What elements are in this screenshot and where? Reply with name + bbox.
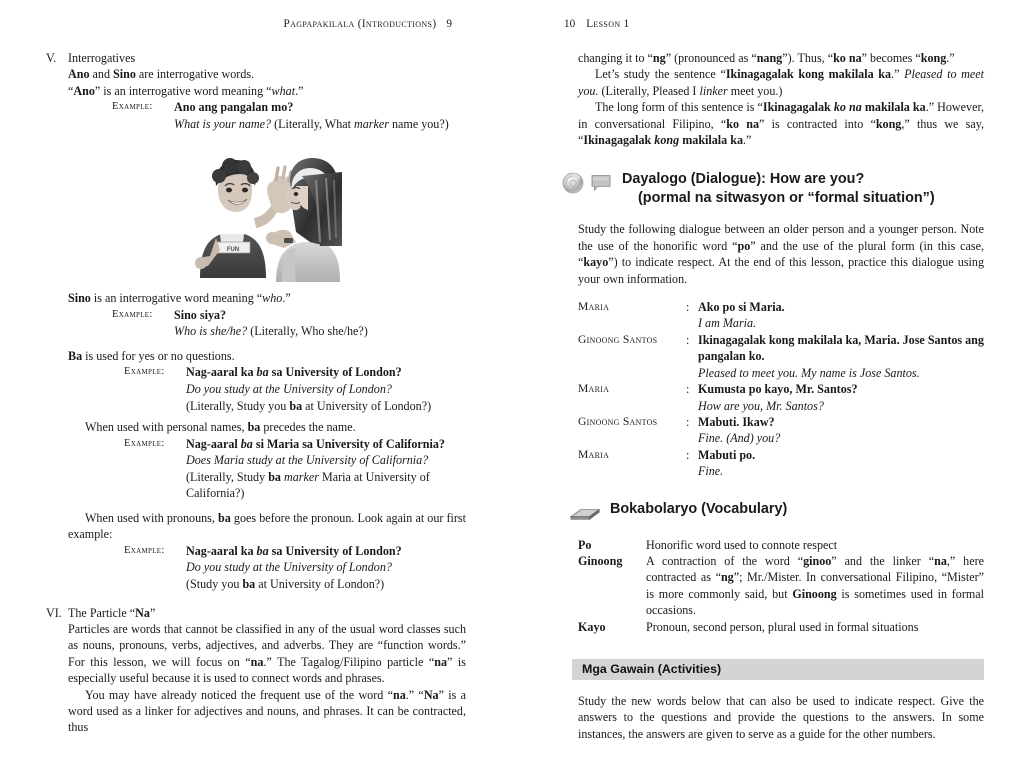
cont-p1-kona: ko na [833, 51, 862, 65]
right-page [512, 0, 1024, 771]
cont-p1-nang: nang [756, 51, 783, 65]
dialogue-speaker: Maria [578, 300, 610, 314]
section-v-numeral: V. [46, 51, 57, 65]
ba-ex3-translation [186, 559, 466, 576]
sino-definition-line [68, 290, 466, 306]
left-page-number: 9 [446, 18, 452, 30]
continued-para-3 [578, 99, 984, 148]
ano-literal-marker: marker [354, 116, 389, 131]
section-v-intro-line [68, 66, 466, 82]
dlg-intro-c: ” and the use of the plural form (in this case, “ [578, 238, 984, 270]
ba-ex3-native-b: sa University of London? [268, 543, 402, 558]
cont-p3-d: ” is contracted into “ [759, 116, 876, 131]
dialogue-turn [578, 447, 984, 480]
ba-ex1-lit-b: at University of London?) [302, 398, 432, 413]
dialogue-heading-line2: (pormal na sitwasyon or “formal situation”) [638, 189, 935, 206]
vocab-gin-na: na [934, 553, 947, 568]
vocab-gin-d: ,” here contracted as “ [646, 553, 984, 585]
ba-ex3-literal [186, 576, 466, 593]
greeting-illustration [192, 146, 342, 284]
pronoun-rule-ba: ba [218, 510, 231, 525]
cont-p2-linker: linker [699, 83, 728, 98]
continued-para-2 [578, 66, 984, 99]
dialogue-colon: : [686, 414, 690, 429]
activities-section-bar [572, 659, 984, 680]
vocabulary-list [578, 537, 984, 635]
ba-ex3-native [186, 543, 466, 560]
vocab-gin-e: ”; Mr./Mister. In conversational Filipino, “Mister” is more commonly said, but [646, 570, 984, 601]
right-page-body [562, 50, 984, 742]
vi-p1-c: .” The Tagalog/Filipino particle “ [263, 654, 435, 669]
right-running-head [562, 18, 984, 40]
dialogue-heading-line1: Dayalogo (Dialogue): How are you? [622, 171, 865, 188]
vocabulary-heading-icons [562, 500, 610, 523]
sino-example-native [174, 307, 466, 324]
example-ba-2 [124, 436, 466, 502]
vocab-gin-ng: ng [720, 570, 734, 585]
cont-p1-f: .” [946, 51, 955, 65]
dlg-intro-d: ”) to indicate respect. At the end of this lesson, practice this dialogue using your own information. [578, 255, 984, 286]
cont-p2-d: (Literally, Pleased I [598, 83, 700, 98]
intro-mid: and [89, 67, 114, 82]
ano-def-mid: ” is an interrogative word meaning “ [94, 83, 272, 98]
ba-ex2-lit-em1: ba [268, 469, 281, 484]
ba-ex2-lit-em2: marker [284, 469, 319, 484]
ba-ex1-translation [186, 381, 466, 398]
dlg-intro-po: po [737, 238, 751, 253]
ba-ex2-literal [186, 469, 466, 502]
pronoun-rule-a: When used with pronouns, [85, 510, 219, 525]
dialogue-turn [578, 414, 984, 447]
vocabulary-word: Kayo [578, 619, 606, 634]
ba-ex3-lit-em: ba [242, 576, 256, 591]
vocabulary-entry [578, 619, 984, 635]
dialogue-heading-block [562, 170, 984, 207]
ba-ex3-native-a: Nag-aaral ka [186, 543, 257, 558]
vi-p2-na2: Na [423, 687, 439, 702]
ano-literal-pre: (Literally, What [271, 116, 355, 131]
cont-p2-sentence: Ikinagagalak kong makilala ka [725, 67, 892, 82]
ba-ex2-native-a: Nag-aaral [186, 436, 241, 451]
dialogue-turn [578, 299, 984, 332]
dialogue-text [698, 447, 984, 480]
intro-tail: are interrogative words. [135, 67, 255, 82]
section-v-title: Interrogatives [68, 51, 136, 65]
ano-definition-line [68, 83, 466, 99]
ba-ex1-trans-text: Do you study at the University of London? [186, 382, 392, 396]
dialogue-native: Ikinagagalak kong makilala ka, Maria. Jose Santos ang pangalan ko. [698, 332, 984, 364]
example-ba-3 [124, 543, 466, 593]
section-vi-title [68, 605, 466, 621]
cont-p3-b6: makilala ka [679, 133, 744, 148]
vi-p1-na1: na [250, 654, 264, 669]
cont-p3-b5: Ikinagagalak [583, 133, 655, 148]
ba-ex2-native [186, 436, 466, 453]
dialogue-native: Mabuti po. [698, 447, 756, 462]
ano-word: Ano [73, 83, 95, 98]
cont-p1-a: changing it to “ [578, 51, 653, 65]
vocab-gin-f: is sometimes used in formal occasions. [646, 586, 984, 618]
dialogue-list [578, 299, 984, 479]
ba-ex2-translation [186, 452, 466, 469]
vi-p2-d: ” is a word used as a linker for adjectives and nouns, and phrases. It can be contracted, thus [68, 687, 466, 735]
dialogue-turn [578, 381, 984, 414]
dialogue-translation: How are you, Mr. Santos? [698, 398, 824, 413]
dialogue-colon: : [686, 447, 690, 462]
continued-para-1 [578, 50, 984, 66]
example-label-ba3: Example: [124, 544, 165, 556]
vocabulary-definition [646, 553, 984, 619]
dialogue-speaker: Ginoong Santos [578, 414, 658, 428]
dialogue-translation: Fine. [698, 464, 724, 479]
dlg-intro-kayo: kayo [583, 255, 609, 270]
ba-ex3-lit-b: at University of London?) [255, 576, 385, 591]
spacer-1 [68, 340, 466, 348]
names-rule-b: precedes the name. [260, 420, 356, 435]
dialogue-heading-icons [562, 170, 622, 194]
vocabulary-word: Po [578, 537, 592, 552]
ba-ex2-lit-b: Maria at University of California?) [186, 469, 430, 501]
vocabulary-definition: Pronoun, second person, plural used in formal situations [646, 619, 919, 634]
ano-meaning: what [271, 83, 296, 98]
section-vi-title-post: ” [149, 605, 156, 620]
ba-ex1-native [186, 364, 466, 381]
activities-heading: Mga Gawain (Activities) [582, 662, 722, 677]
dialogue-colon: : [686, 382, 690, 397]
ba-ex3-native-em: ba [256, 543, 269, 558]
vi-p1-na2: na [434, 654, 448, 669]
example-label-sino: Example: [112, 308, 153, 320]
ba-ex3-trans-text: Do you study at the University of London? [186, 560, 392, 575]
example-ano [112, 99, 466, 132]
ba-definition-line [68, 348, 466, 364]
ba-ex2-trans-text: Does Maria study at the University of California? [186, 453, 429, 468]
intro-bold-ano: Ano [68, 67, 90, 82]
left-running-head [46, 18, 466, 40]
vi-p1-d: ” is especially useful because it is used to connect words and phrases. [68, 654, 466, 686]
section-vi-para-2 [68, 687, 466, 736]
vocabulary-word: Ginoong [578, 553, 623, 568]
dialogue-heading-text [622, 170, 935, 207]
example-label-ba2: Example: [124, 437, 165, 449]
section-vi-para-1 [68, 621, 466, 687]
dialogue-translation: Pleased to meet you. My name is Jose Santos. [698, 365, 920, 380]
vocabulary-entry [578, 537, 984, 553]
vocabulary-heading-text: Bokabolaryo (Vocabulary) [610, 500, 788, 517]
cont-p3-a: The long form of this sentence is “ [595, 100, 763, 115]
books-icon [570, 505, 600, 523]
section-vi-numeral: VI. [46, 605, 62, 620]
intro-bold-sino: Sino [113, 67, 136, 82]
ba-def-text: is used for yes or no questions. [82, 349, 235, 363]
dialogue-colon: : [686, 300, 690, 315]
cont-p3-c: .” However, in conversational Filipino, “ [578, 100, 985, 131]
cd-icon [562, 172, 584, 194]
cont-p2-e: meet you.) [727, 83, 783, 98]
dialogue-speaker: Maria [578, 382, 610, 396]
cont-p1-d: ”). Thus, “ [782, 51, 834, 65]
activities-body: Study the new words below that can also be used to indicate respect. Give the answers to the questions and provide the questions to the answers. In some instances, the answers are given to serve as a guide for the other numbers. [578, 693, 984, 741]
pronoun-rule-b: goes before the pronoun. Look again at our first example: [68, 510, 466, 542]
cont-p2-c: .” [891, 67, 905, 82]
vocabulary-definition: Honorific word used to connote respect [646, 537, 838, 552]
example-label-ba1: Example: [124, 366, 165, 378]
cont-p2-trans: Pleased to meet you. [578, 67, 984, 98]
dialogue-native: Mabuti. Ikaw? [698, 414, 775, 429]
dialogue-native: Kumusta po kayo, Mr. Santos? [698, 382, 858, 397]
sino-literal: (Literally, Who she/he?) [247, 324, 368, 339]
cont-p3-b1: Ikinagagalak [762, 100, 834, 115]
cont-p3-kong-em: kong [654, 133, 680, 148]
ano-example-native-text: Ano ang pangalan mo? [174, 100, 294, 115]
dialogue-intro-paragraph [578, 221, 984, 287]
section-vi-title-word: Na [135, 605, 150, 620]
cont-p3-kong: kong [875, 116, 902, 131]
sino-def-mid: is an interrogative word meaning “ [90, 291, 263, 306]
sino-example-trans-text: Who is she/he? [174, 324, 248, 339]
dialogue-translation: Fine. (And) you? [698, 431, 781, 446]
svg-text:FUN: FUN [226, 247, 240, 254]
cont-p1-e: ” becomes “ [861, 51, 921, 65]
cont-p3-kona2: ko na [726, 116, 760, 131]
dialogue-text [698, 332, 984, 381]
vi-p2-na1: na [392, 687, 406, 702]
section-vi-title-pre: The Particle “ [68, 605, 136, 620]
vocab-gin-ginoo: ginoo [803, 553, 832, 568]
vi-p1-a: Particles are words that cannot be classified in any of the usual word classes such as nouns, pronouns, verbs, adjectives, and adverbs. They are “function words.” For this lesson, we will focus on “ [68, 621, 466, 669]
cont-p2-a: Let’s study the sentence “ [595, 67, 726, 82]
cont-p3-kona-em: ko na [833, 100, 862, 115]
section-vi [46, 605, 466, 736]
vi-p2-c: .” “ [405, 687, 424, 702]
ba-names-rule [68, 419, 466, 435]
speech-bubble-icon [590, 174, 612, 192]
example-ba-1 [124, 364, 466, 414]
ba-ex3-lit-a: (Study you [186, 576, 243, 591]
ba-ex2-native-b: si Maria sa University of California? [252, 436, 445, 451]
names-rule-a: When used with personal names, [85, 420, 248, 435]
ba-ex1-lit-a: (Literally, Study you [186, 398, 290, 413]
ano-example-native [174, 99, 466, 116]
ba-ex1-literal [186, 398, 466, 415]
vocab-gin-a: A contraction of the word “ [646, 553, 804, 568]
spacer-3 [68, 502, 466, 510]
dlg-intro-a: Study the following dialogue between an older person and a younger person. Note the use of the honorific word “ [578, 222, 984, 253]
left-running-head-title: Pagpapakilala (Introductions) [283, 18, 437, 30]
right-page-number: 10 [564, 18, 576, 30]
cont-p3-f: .” [743, 133, 752, 148]
dialogue-turn [578, 332, 984, 381]
vocab-gin-ginoong: Ginoong [792, 586, 837, 601]
ano-example-translation [174, 116, 466, 133]
cont-p1-ng: ng [652, 51, 666, 65]
sino-meaning: who [262, 291, 283, 306]
cont-p3-e: ,” thus we say, “ [578, 116, 984, 148]
names-rule-ba: ba [247, 420, 261, 435]
dialogue-translation: I am Maria. [698, 316, 757, 331]
greeting-illustration-wrap [68, 146, 466, 284]
ba-ex1-native-a: Nag-aaral ka [186, 365, 257, 380]
sino-def-end: .” [282, 291, 291, 306]
ano-example-trans-text: What is your name? [174, 116, 272, 131]
vi-p2-a: You may have already noticed the frequent use of the word “ [85, 687, 393, 702]
vocabulary-heading-block [562, 500, 984, 523]
ba-word: Ba [68, 349, 83, 363]
example-label: Example: [112, 101, 153, 113]
sino-word: Sino [68, 291, 91, 306]
cont-p1-c: ” (pronounced as “ [665, 51, 757, 65]
cont-p3-b2: makilala ka [861, 100, 926, 115]
dialogue-native: Ako po si Maria. [698, 300, 785, 315]
dialogue-speaker: Ginoong Santos [578, 332, 658, 346]
ano-quote-open: “ [68, 83, 74, 98]
dialogue-colon: : [686, 332, 690, 347]
ba-ex2-native-em: ba [240, 436, 253, 451]
ba-ex1-native-b: sa University of London? [268, 365, 402, 380]
dialogue-text [698, 381, 984, 414]
ano-literal-post: name you?) [388, 116, 449, 131]
right-running-head-title: Lesson 1 [586, 18, 630, 30]
vocab-gin-c: ” and the linker “ [831, 553, 935, 568]
cont-p1-kong: kong [920, 51, 947, 65]
ba-ex1-native-em: ba [256, 365, 269, 380]
vocabulary-entry [578, 553, 984, 619]
dialogue-speaker: Maria [578, 447, 610, 461]
ba-ex1-lit-em: ba [289, 398, 303, 413]
ba-pronoun-rule [68, 510, 466, 543]
sino-example-native-text: Sino siya? [174, 307, 227, 322]
dialogue-text [698, 299, 984, 332]
example-sino [112, 307, 466, 340]
sino-example-translation [174, 323, 466, 340]
ba-ex2-lit-a: (Literally, Study [186, 469, 269, 484]
section-v [46, 50, 466, 593]
ano-def-end: .” [295, 83, 304, 98]
dialogue-text [698, 414, 984, 447]
